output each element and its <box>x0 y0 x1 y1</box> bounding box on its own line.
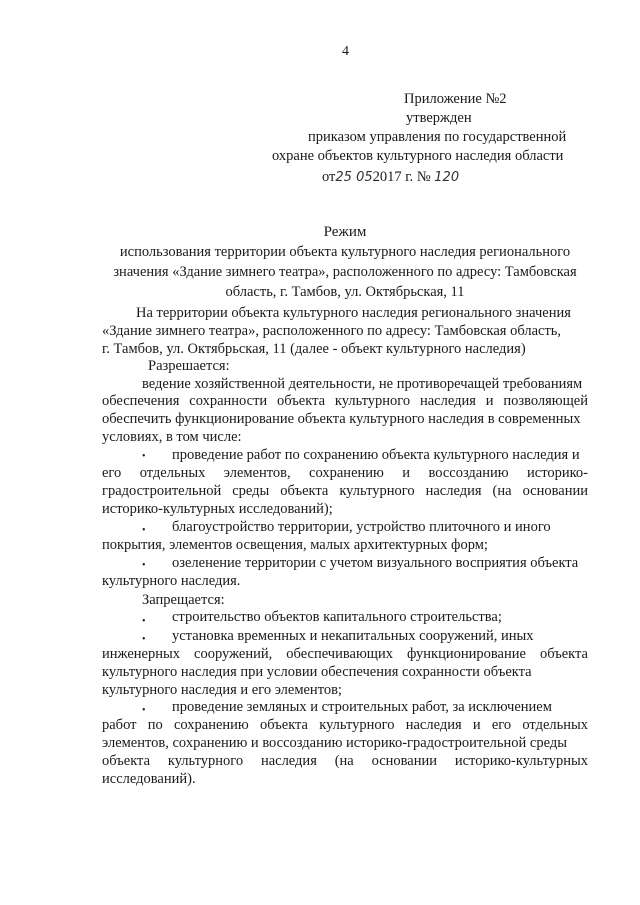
forbidden-bullet-line: проведение земляных и строительных работ, за исключением <box>172 699 552 715</box>
bullet-marker: • <box>142 560 146 571</box>
allowed-bullet-line: озеленение территории с учетом визуального восприятия объекта <box>172 555 579 571</box>
approval-order-line-2: охране объектов культурного наследия области <box>272 148 564 164</box>
allowed-bullet-line: проведение работ по сохранению объекта культурного наследия и <box>172 447 580 463</box>
intro-line: г. Тамбов, ул. Октябрьская, 11 (далее - объект культурного наследия) <box>102 341 526 357</box>
intro-line: На территории объекта культурного наследия регионального значения <box>136 305 571 321</box>
approval-order-line-1: приказом управления по государственной <box>308 129 567 145</box>
bullet-marker: • <box>142 451 146 462</box>
allowed-line: условиях, в том числе: <box>102 429 242 445</box>
allowed-bullet-line: градостроительной среды объекта культурного наследия (на основании <box>102 483 588 499</box>
page-number: 4 <box>342 44 349 59</box>
intro-line: «Здание зимнего театра», расположенного по адресу: Тамбовская область, <box>102 323 562 339</box>
allowed-bullet-line: историко-культурных исследований); <box>102 501 333 517</box>
approval-date-line <box>270 168 600 187</box>
allowed-line: ведение хозяйственной деятельности, не противоречащей требованиям <box>142 376 583 392</box>
heading-line: использования территории объекта культурного наследия регионального <box>119 244 571 260</box>
forbidden-bullet-line: установка временных и некапитальных сооружений, иных <box>172 628 534 644</box>
heading-line: область, г. Тамбов, ул. Октябрьская, 11 <box>225 284 465 300</box>
allowed-bullet-line: благоустройство территории, устройство плиточного и иного <box>172 519 551 535</box>
allowed-line: обеспечения сохранности объекта культурного наследия и позволяющей <box>102 393 588 409</box>
heading-line: значения «Здание зимнего театра», расположенного по адресу: Тамбовская <box>113 264 577 280</box>
number-prefix: № <box>416 169 431 185</box>
forbidden-bullet-line: культурного наследия при условии обеспечения сохранности объекта <box>102 664 532 680</box>
bullet-marker: • <box>142 616 146 627</box>
date-prefix: от <box>322 169 336 185</box>
forbidden-bullet-line: объекта культурного наследия (на основании историко-культурных <box>102 753 588 769</box>
allowed-bullet-line: покрытия, элементов освещения, малых архитектурных форм; <box>102 537 488 553</box>
forbidden-bullet-line: элементов, сохранению и воссозданию историко-градостроительной среды <box>102 735 567 751</box>
allowed-label: Разрешается: <box>148 358 230 374</box>
bullet-marker: • <box>142 525 146 536</box>
allowed-bullet-line: культурного наследия. <box>102 573 241 589</box>
date-year: 2017 г. <box>372 169 414 185</box>
allowed-line: обеспечить функционирование объекта культурного наследия в современных <box>102 411 581 427</box>
approval-block <box>270 90 600 187</box>
forbidden-bullet-line: строительство объектов капитального строительства; <box>172 609 502 625</box>
handwritten-number: 120 <box>434 170 460 185</box>
document-heading <box>100 222 590 302</box>
approved-label: утвержден <box>406 110 472 126</box>
allowed-bullet-line: его отдельных элементов, сохранению и воссозданию историко- <box>102 465 588 481</box>
forbidden-bullet-line: инженерных сооружений, обеспечивающих функционирование объекта <box>102 646 588 662</box>
bullet-marker: • <box>142 634 146 645</box>
handwritten-date: 25 05 <box>335 170 373 185</box>
forbidden-bullet-line: работ по сохранению объекта культурного наследия и его отдельных <box>102 717 588 733</box>
appendix-title: Приложение №2 <box>404 91 507 107</box>
forbidden-bullet-line: культурного наследия и его элементов; <box>102 682 342 698</box>
bullet-marker: • <box>142 705 146 716</box>
heading-title: Режим <box>323 224 367 240</box>
forbidden-label: Запрещается: <box>142 592 225 608</box>
forbidden-bullet-line: исследований). <box>102 771 196 787</box>
